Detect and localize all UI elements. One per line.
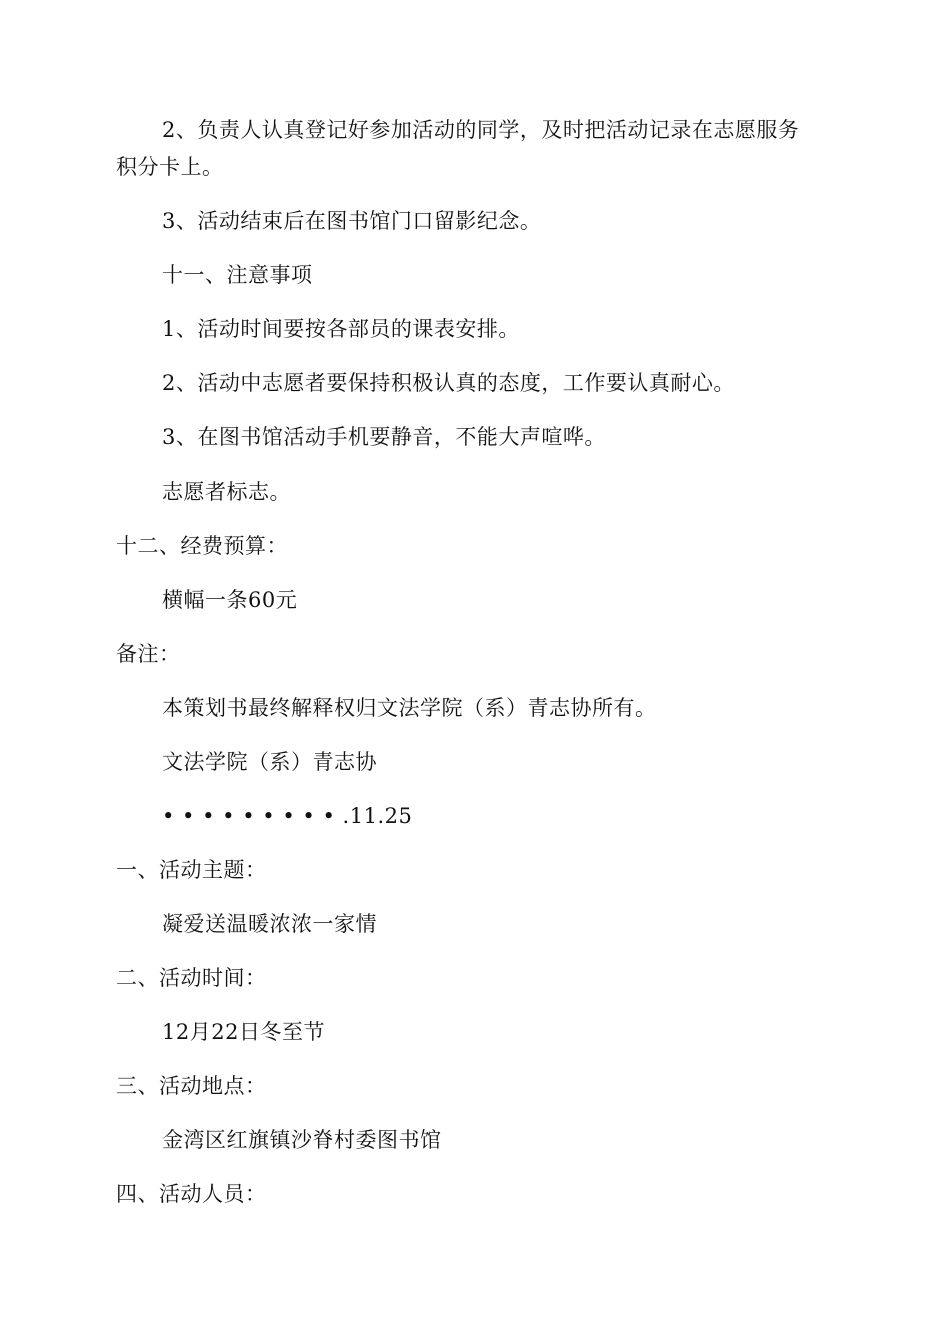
- organization-name: 文法学院（系）青志协: [162, 750, 377, 774]
- paragraph: 金湾区红旗镇沙脊村委图书馆: [162, 1128, 442, 1152]
- paragraph: 志愿者标志。: [162, 480, 291, 504]
- paragraph-line: 积分卡上。: [116, 155, 224, 179]
- paragraph: 本策划书最终解释权归文法学院（系）青志协所有。: [162, 696, 657, 720]
- paragraph: 12月22日冬至节: [162, 1020, 325, 1044]
- paragraph: 凝爱送温暖浓浓一家情: [162, 912, 377, 936]
- section-heading: 十二、经费预算：: [116, 534, 288, 558]
- section-heading: 四、活动人员：: [116, 1182, 267, 1206]
- list-item: 2、活动中志愿者要保持积极认真的态度，工作要认真耐心。: [162, 371, 735, 395]
- list-item: 3、在图书馆活动手机要静音，不能大声喧哗。: [162, 425, 606, 449]
- section-heading: 三、活动地点：: [116, 1074, 267, 1098]
- section-heading: 备注：: [116, 642, 181, 666]
- list-item: 1、活动时间要按各部员的课表安排。: [162, 317, 520, 341]
- section-heading: 二、活动时间：: [116, 966, 267, 990]
- section-heading: 一、活动主题：: [116, 858, 267, 882]
- paragraph: 横幅一条60元: [162, 588, 298, 612]
- section-heading: 十一、注意事项: [162, 263, 313, 287]
- date-line: • • • • • • • • • .11.25: [162, 804, 413, 828]
- paragraph-line: 2、负责人认真登记好参加活动的同学，及时把活动记录在志愿服务: [162, 118, 800, 142]
- paragraph: 3、活动结束后在图书馆门口留影纪念。: [162, 209, 542, 233]
